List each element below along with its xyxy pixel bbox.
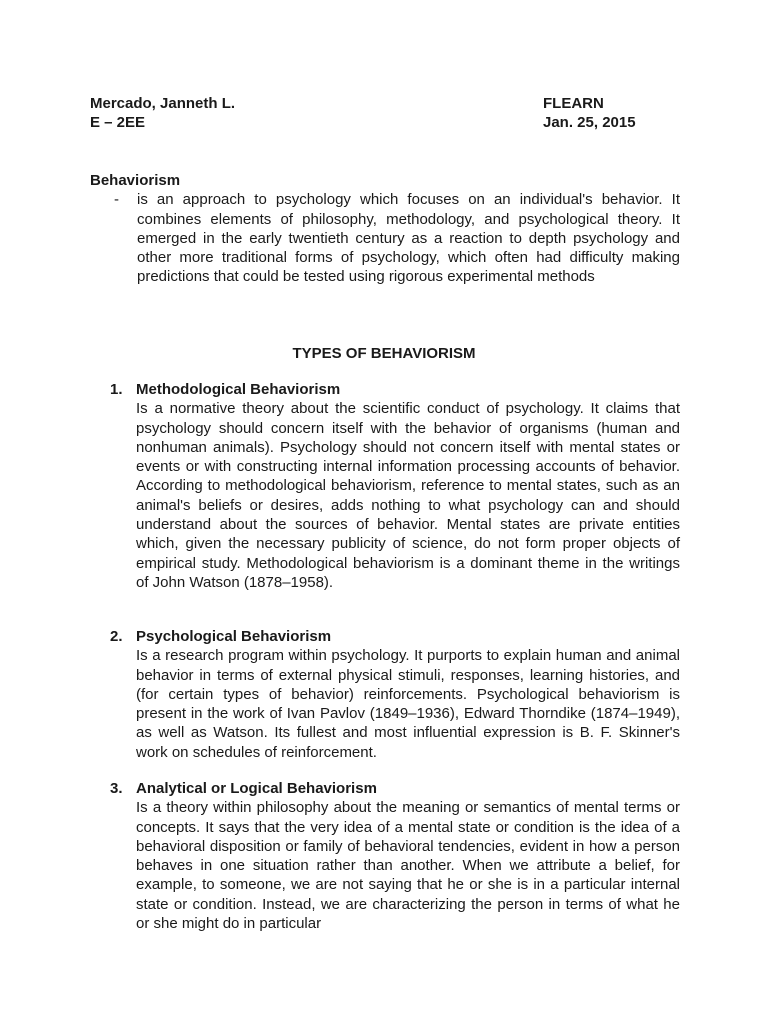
student-section: E – 2EE bbox=[90, 114, 146, 132]
document-header bbox=[90, 94, 650, 133]
item-title: Psychological Behaviorism bbox=[136, 628, 332, 645]
list-item bbox=[110, 380, 680, 592]
course-code: FLEARN bbox=[543, 95, 604, 112]
item-body: Is a research program within psychology. It purports to explain human and animal behavior in terms of external physical stimuli, responses, learning histories, and (for certain types of behavior) reinforcements. Psychological behaviorism is present in the work of Ivan Pavlov (1849–1936), Edward Thorndike (1874–1949), as well as Watson. Its fullest and most influential expression is B. F. Skinner's work on schedules of reinforcement. bbox=[136, 647, 680, 761]
student-name: Mercado, Janneth L. bbox=[90, 95, 236, 112]
header-row-2 bbox=[90, 113, 650, 132]
item-body: Is a normative theory about the scientific conduct of psychology. It claims that psychology should concern itself with the behavior of organisms (human and nonhuman animals). Psychology should not concern itself with mental states or events or with constructing internal information processing accounts of behavior. According to methodological behaviorism, reference to mental states, such as an animal's beliefs or desires, adds nothing to what psychology can and should understand about the sources of behavior. Mental states are private entities which, given the necessary publicity of science, do not form proper objects of empirical study. Methodological behaviorism is a dominant theme in the writings of John Watson (1878–1958). bbox=[136, 400, 680, 591]
item-title: Analytical or Logical Behaviorism bbox=[136, 780, 377, 797]
bullet-dash: - bbox=[114, 191, 119, 209]
behaviorism-definition: is an approach to psychology which focuses on an individual's behavior. It combines elements of philosophy, methodology, and psychological theory. It emerged in the early twentieth century as a reaction to depth psychology and other more traditional forms of psychology, which often had difficulty making predictions that could be tested using rigorous experimental methods bbox=[137, 191, 680, 286]
behaviorism-heading: Behaviorism bbox=[90, 172, 181, 189]
item-number: 3. bbox=[110, 780, 123, 797]
item-number: 1. bbox=[110, 381, 123, 398]
document-date: Jan. 25, 2015 bbox=[543, 114, 636, 132]
list-item bbox=[110, 627, 680, 762]
types-title: TYPES OF BEHAVIORISM bbox=[292, 345, 476, 362]
list-item bbox=[110, 779, 680, 933]
header-row-1 bbox=[90, 94, 650, 113]
item-body: Is a theory within philosophy about the meaning or semantics of mental terms or concepts. It says that the very idea of a mental state or condition is the idea of a behavioral disposition or family of behavioral tendencies, evident in how a person behaves in one situation rather than another. When we attribute a belief, for example, to someone, we are not saying that he or she is in a particular internal state or condition. Instead, we are characterizing the person in terms of what he or she might do in particular bbox=[136, 799, 680, 933]
behaviorism-section bbox=[90, 171, 680, 287]
item-title: Methodological Behaviorism bbox=[136, 381, 341, 398]
item-number: 2. bbox=[110, 628, 123, 645]
definition-bullet bbox=[90, 190, 680, 286]
